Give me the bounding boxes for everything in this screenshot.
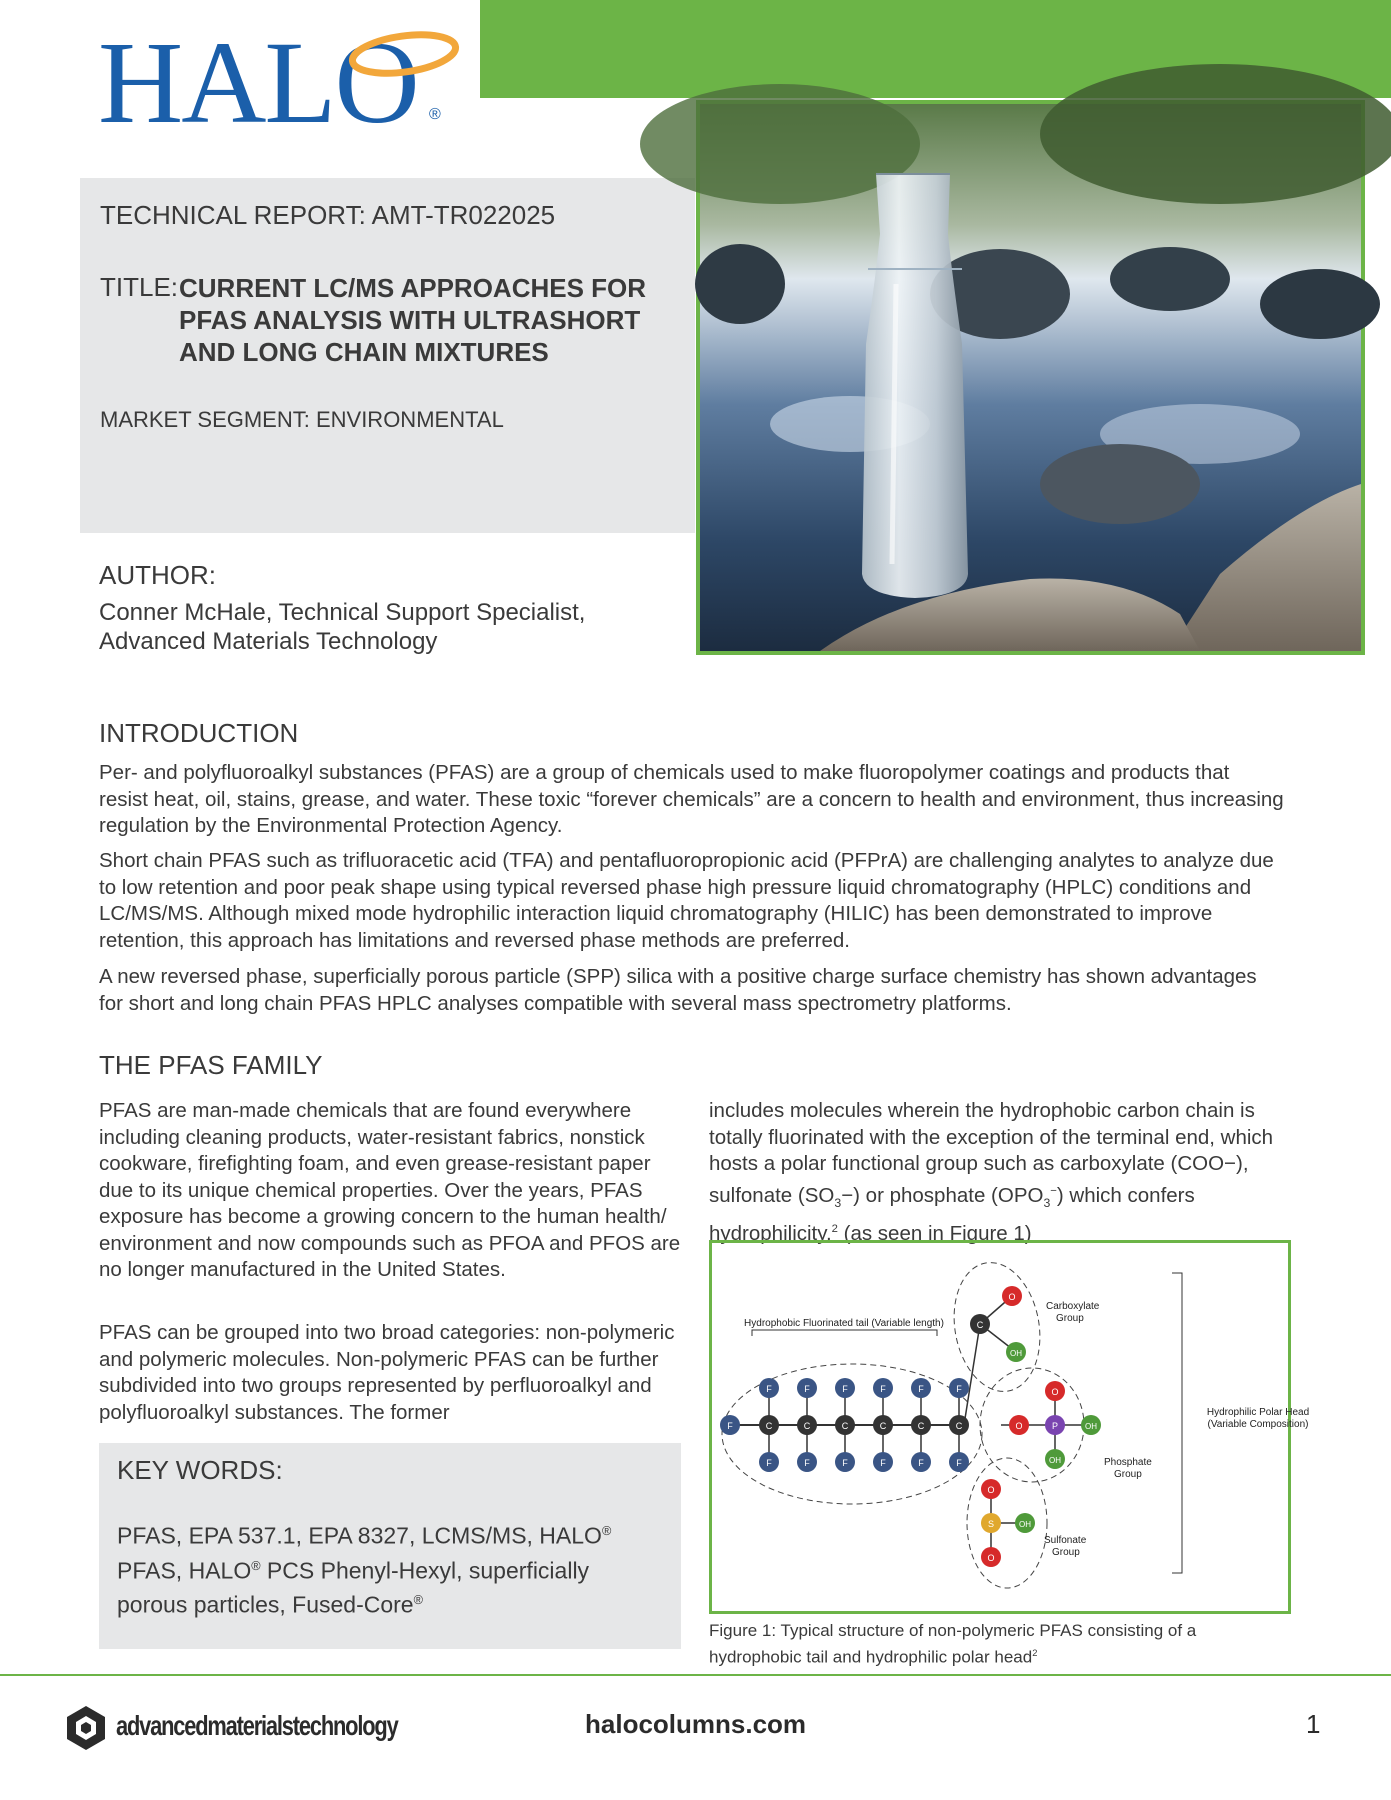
author-details xyxy=(99,598,585,656)
svg-text:S: S xyxy=(987,1519,995,1529)
author-heading: AUTHOR: xyxy=(99,560,216,590)
title-line: CURRENT LC/MS APPROACHES FOR xyxy=(179,273,647,303)
svg-text:(Variable Composition): (Variable Composition) xyxy=(1207,1419,1309,1430)
svg-text:F: F xyxy=(918,1384,924,1394)
intro-paragraph: A new reversed phase, superficially porous particle (SPP) silica with a positive charge surface chemistry has shown advantages for short and long chain PFAS HPLC analyses compatible with several mass spectrometry platforms. xyxy=(99,965,1257,1015)
svg-text:P: P xyxy=(1051,1421,1059,1431)
svg-text:F: F xyxy=(804,1384,810,1394)
svg-text:C: C xyxy=(955,1421,963,1431)
svg-text:F: F xyxy=(880,1384,886,1394)
title-label: TITLE: xyxy=(100,272,179,302)
svg-text:OH: OH xyxy=(1019,1520,1031,1529)
author-line: Advanced Materials Technology xyxy=(99,628,438,655)
svg-text:C: C xyxy=(841,1421,849,1431)
author-line: Conner McHale, Technical Support Specialist, xyxy=(99,599,586,626)
svg-text:OH: OH xyxy=(1010,1349,1022,1358)
svg-text:F: F xyxy=(842,1458,848,1468)
svg-text:Carboxylate: Carboxylate xyxy=(1046,1301,1100,1312)
svg-text:O: O xyxy=(987,1553,995,1563)
svg-text:F: F xyxy=(766,1384,772,1394)
svg-text:F: F xyxy=(804,1458,810,1468)
pfas-paragraph: PFAS can be grouped into two broad categories: non-polymeric and polymeric molecules. Non-polymeric PFAS can be further subdivided into two groups represented by perfluoroalkyl and polyfluoroalkyl substances. The former xyxy=(99,1321,675,1424)
intro-paragraph: Per- and polyfluoroalkyl substances (PFAS) are a group of chemicals used to make fluoropolymer coatings and products that resist heat, oil, stains, grease, and water. These toxic “forever chemicals” are a concern to health and environment, thus increasing regulation by the Environmental Protection Agency. xyxy=(99,761,1284,837)
pfas-structure-diagram xyxy=(712,1243,1310,1611)
figure-1-caption: Figure 1: Typical structure of non-polymeric PFAS consisting of a hydrophobic tail and hydrophilic polar head$^2$ xyxy=(709,1621,1197,1667)
tail-label: Hydrophobic Fluorinated tail (Variable length) xyxy=(744,1318,944,1329)
svg-text:Phosphate: Phosphate xyxy=(1104,1457,1152,1468)
svg-text:Sulfonate: Sulfonate xyxy=(1044,1535,1087,1546)
svg-text:F: F xyxy=(880,1458,886,1468)
report-info-panel xyxy=(80,178,695,533)
svg-text:Group: Group xyxy=(1052,1547,1080,1558)
keywords-panel xyxy=(99,1443,681,1649)
halo-ring-icon xyxy=(344,26,464,86)
website-link[interactable]: halocolumns.com xyxy=(585,1709,807,1739)
svg-text:O: O xyxy=(1015,1421,1023,1431)
amt-logo xyxy=(62,1700,398,1756)
svg-text:F: F xyxy=(766,1458,772,1468)
amt-hexagon-icon xyxy=(62,1704,110,1752)
svg-text:OH: OH xyxy=(1085,1422,1097,1431)
svg-text:C: C xyxy=(917,1421,925,1431)
report-title xyxy=(179,272,679,368)
svg-text:Group: Group xyxy=(1114,1469,1142,1480)
page-number: 1 xyxy=(1306,1709,1321,1739)
svg-text:F: F xyxy=(956,1384,962,1394)
intro-paragraph: Short chain PFAS such as trifluoracetic acid (TFA) and pentafluoropropionic acid (PFPrA) are challenging analytes to analyze due to low retention and poor peak shape using typical reversed phase high pressure liquid chromatography (HPLC) conditions and LC/MS/MS. Although mixed mode hydrophilic interaction liquid chromatography (HILIC) has been demonstrated to improve retention, this approach has limitations and reversed phase methods are preferred. xyxy=(99,849,1274,952)
svg-text:O: O xyxy=(1051,1387,1059,1397)
figure-1-frame xyxy=(709,1240,1310,1614)
svg-text:OH: OH xyxy=(1049,1456,1061,1465)
logo-wordmark: HALO xyxy=(98,17,418,148)
svg-text:F: F xyxy=(842,1384,848,1394)
svg-text:F: F xyxy=(956,1458,962,1468)
svg-text:C: C xyxy=(803,1421,811,1431)
introduction-heading: INTRODUCTION xyxy=(99,718,299,748)
logo-registered-mark: ® xyxy=(429,106,441,123)
pfas-paragraph: PFAS are man-made chemicals that are found everywhere including cleaning products, water-resistant fabrics, nonstick cookware, firefighting foam, and even grease-resistant paper due to its unique chemical properties. Over the years, PFAS exposure has become a growing concern to the human health/ environment and now compounds such as PFOA and PFOS are no longer manufactured in the United States. xyxy=(99,1099,681,1281)
title-line: AND LONG CHAIN MIXTURES xyxy=(179,337,549,367)
amt-wordmark: advancedmaterialstechnology xyxy=(116,1710,398,1741)
halo-logo xyxy=(98,17,458,148)
svg-text:C: C xyxy=(976,1320,984,1330)
svg-text:Group: Group xyxy=(1056,1313,1084,1324)
svg-text:O: O xyxy=(1008,1292,1016,1302)
svg-text:F: F xyxy=(918,1458,924,1468)
keywords-heading: KEY WORDS: xyxy=(117,1455,283,1485)
cover-photo xyxy=(696,100,1365,655)
footer-divider xyxy=(0,1674,1391,1676)
svg-text:O: O xyxy=(987,1485,995,1495)
pfas-family-heading: THE PFAS FAMILY xyxy=(99,1050,323,1080)
svg-text:C: C xyxy=(879,1421,887,1431)
title-line: PFAS ANALYSIS WITH ULTRASHORT xyxy=(179,305,641,335)
market-segment: MARKET SEGMENT: ENVIRONMENTAL xyxy=(100,407,504,432)
report-number: TECHNICAL REPORT: AMT-TR022025 xyxy=(100,200,556,230)
svg-text:Hydrophilic Polar Head: Hydrophilic Polar Head xyxy=(1206,1407,1310,1418)
svg-text:C: C xyxy=(765,1421,773,1431)
keywords-list: PFAS, EPA 537.1, EPA 8327, LCMS/MS, HALO® PFAS, HALO® PCS Phenyl-Hexyl, superficially porous particles, Fused-Core® xyxy=(117,1522,612,1618)
pfas-paragraph-right: includes molecules wherein the hydrophobic carbon chain is totally fluorinated with the exception of the terminal end, which hosts a polar functional group such as carboxylate (COO−), sulfonate $(SO_3-)$ or phosphate $(OPO_3^-)$ which confers hydrophilicity.$^2$ (as seen in Figure 1) xyxy=(709,1099,1274,1245)
svg-text:F: F xyxy=(727,1421,733,1431)
water-carafe-photo xyxy=(700,104,1361,651)
